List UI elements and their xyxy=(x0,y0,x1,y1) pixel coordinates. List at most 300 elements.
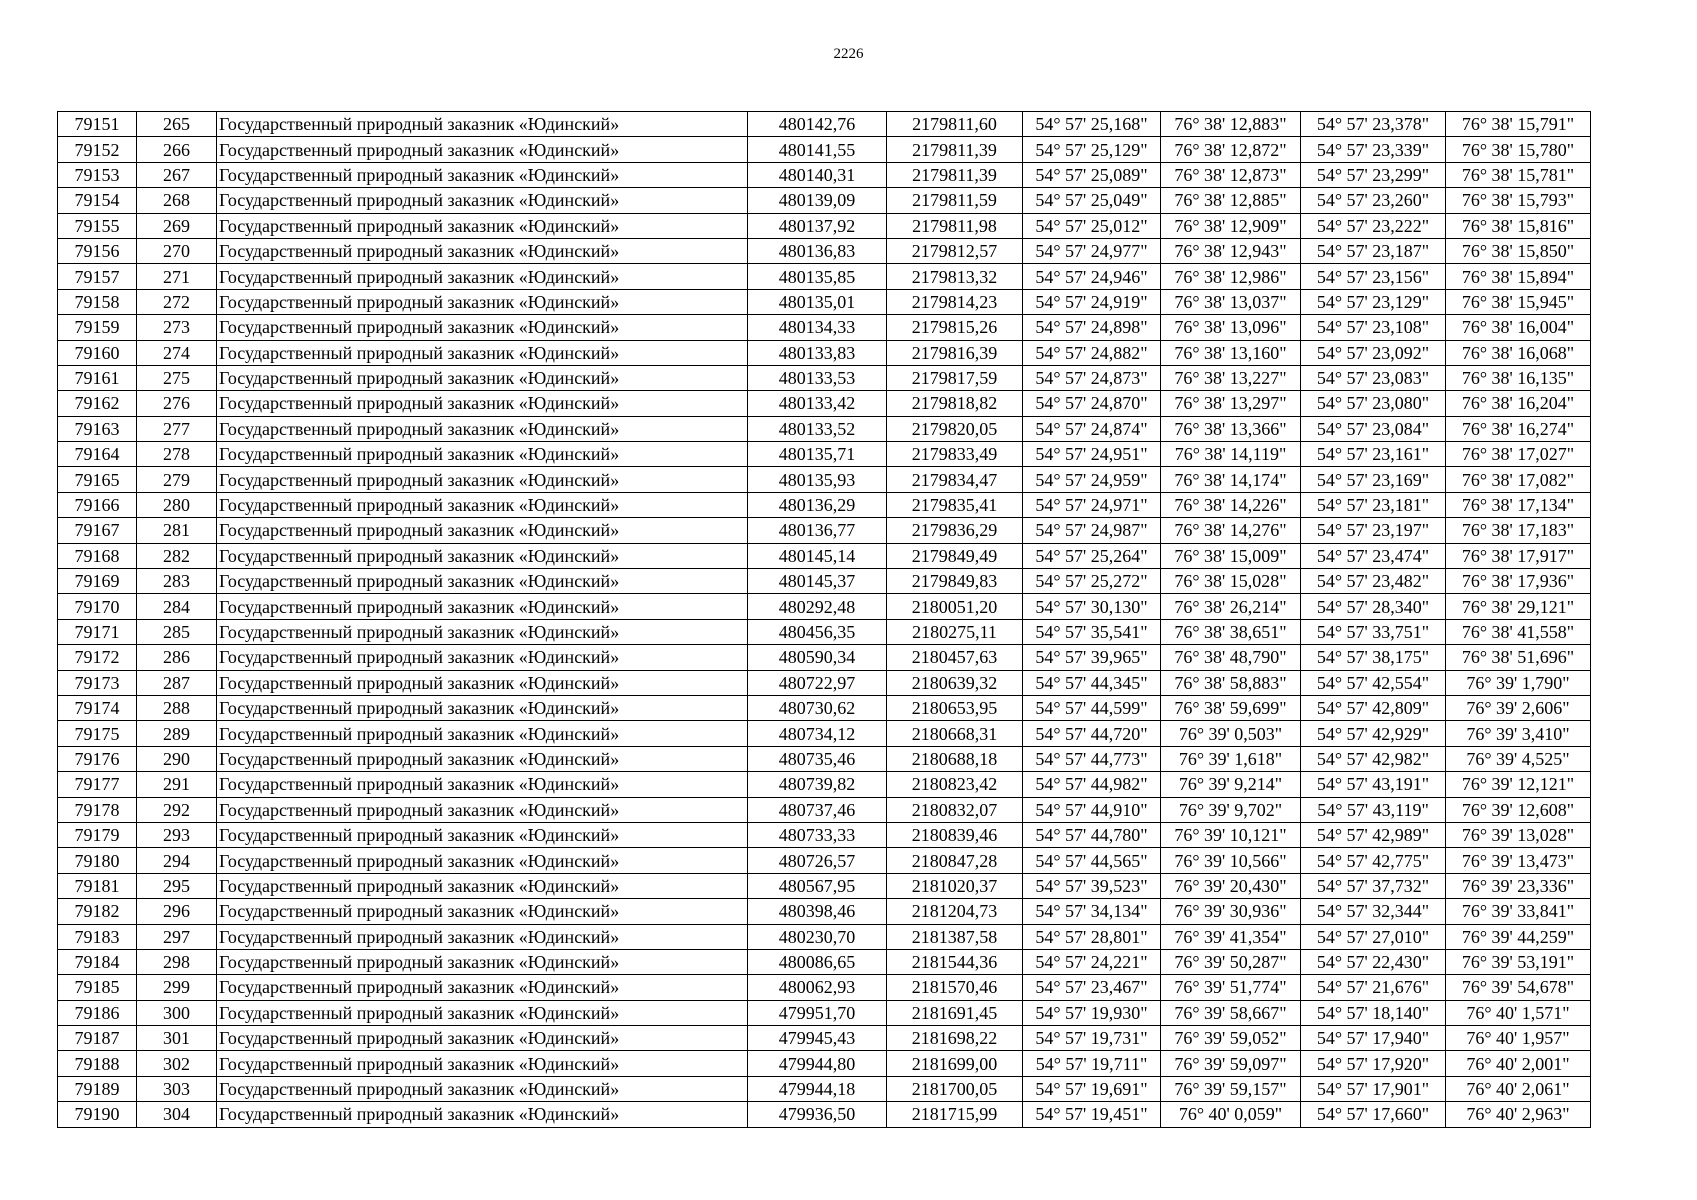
point-number-cell: 268 xyxy=(137,188,217,213)
point-number-cell: 286 xyxy=(137,645,217,670)
longitude-1-cell: 76° 38' 13,096" xyxy=(1161,315,1301,340)
point-number-cell: 296 xyxy=(137,899,217,924)
table-row xyxy=(58,746,1697,771)
page-number: 2226 xyxy=(833,46,864,62)
longitude-2-cell: 76° 39' 13,028" xyxy=(1446,822,1591,847)
latitude-1-cell: 54° 57' 25,012" xyxy=(1023,213,1161,238)
latitude-2-cell: 54° 57' 23,482" xyxy=(1301,569,1446,594)
object-name-cell: Государственный природный заказник «Юдинский» xyxy=(217,695,748,720)
row-number-cell: 79178 xyxy=(58,797,137,822)
coord-y-cell: 2180823,42 xyxy=(887,772,1023,797)
latitude-2-cell: 54° 57' 37,732" xyxy=(1301,873,1446,898)
latitude-2-cell: 54° 57' 21,676" xyxy=(1301,975,1446,1000)
longitude-2-cell: 76° 39' 2,606" xyxy=(1446,695,1591,720)
coord-y-cell: 2179817,59 xyxy=(887,365,1023,390)
coord-x-cell: 480135,93 xyxy=(748,467,887,492)
object-name-cell: Государственный природный заказник «Юдинский» xyxy=(217,213,748,238)
point-number-cell: 298 xyxy=(137,949,217,974)
coord-y-cell: 2181387,58 xyxy=(887,924,1023,949)
latitude-2-cell: 54° 57' 17,901" xyxy=(1301,1076,1446,1101)
table-row xyxy=(58,797,1697,822)
object-name-cell: Государственный природный заказник «Юдинский» xyxy=(217,340,748,365)
object-name-cell: Государственный природный заказник «Юдинский» xyxy=(217,543,748,568)
latitude-2-cell: 54° 57' 23,084" xyxy=(1301,416,1446,441)
object-name-cell: Государственный природный заказник «Юдинский» xyxy=(217,162,748,187)
object-name-cell: Государственный природный заказник «Юдинский» xyxy=(217,899,748,924)
longitude-1-cell: 76° 39' 10,121" xyxy=(1161,822,1301,847)
coord-x-cell: 480136,77 xyxy=(748,518,887,543)
point-number-cell: 269 xyxy=(137,213,217,238)
latitude-1-cell: 54° 57' 25,129" xyxy=(1023,137,1161,162)
object-name-cell: Государственный природный заказник «Юдинский» xyxy=(217,1051,748,1076)
coord-y-cell: 2180639,32 xyxy=(887,670,1023,695)
table-row xyxy=(58,1102,1697,1127)
longitude-2-cell: 76° 39' 3,410" xyxy=(1446,721,1591,746)
point-number-cell: 271 xyxy=(137,264,217,289)
latitude-2-cell: 54° 57' 42,775" xyxy=(1301,848,1446,873)
longitude-2-cell: 76° 39' 53,191" xyxy=(1446,949,1591,974)
latitude-1-cell: 54° 57' 24,971" xyxy=(1023,492,1161,517)
latitude-1-cell: 54° 57' 25,049" xyxy=(1023,188,1161,213)
table-row xyxy=(58,492,1697,517)
point-number-cell: 291 xyxy=(137,772,217,797)
latitude-2-cell: 54° 57' 23,222" xyxy=(1301,213,1446,238)
longitude-1-cell: 76° 39' 50,287" xyxy=(1161,949,1301,974)
longitude-2-cell: 76° 38' 16,274" xyxy=(1446,416,1591,441)
table-row xyxy=(58,695,1697,720)
point-number-cell: 278 xyxy=(137,442,217,467)
coord-x-cell: 480133,53 xyxy=(748,365,887,390)
table-row xyxy=(58,467,1697,492)
longitude-1-cell: 76° 38' 12,883" xyxy=(1161,112,1301,137)
latitude-2-cell: 54° 57' 42,809" xyxy=(1301,695,1446,720)
latitude-2-cell: 54° 57' 17,920" xyxy=(1301,1051,1446,1076)
coord-x-cell: 480134,33 xyxy=(748,315,887,340)
point-number-cell: 279 xyxy=(137,467,217,492)
latitude-2-cell: 54° 57' 42,929" xyxy=(1301,721,1446,746)
longitude-2-cell: 76° 38' 16,004" xyxy=(1446,315,1591,340)
longitude-1-cell: 76° 38' 58,883" xyxy=(1161,670,1301,695)
latitude-1-cell: 54° 57' 24,221" xyxy=(1023,949,1161,974)
row-number-cell: 79153 xyxy=(58,162,137,187)
latitude-2-cell: 54° 57' 42,982" xyxy=(1301,746,1446,771)
point-number-cell: 303 xyxy=(137,1076,217,1101)
point-number-cell: 266 xyxy=(137,137,217,162)
longitude-2-cell: 76° 40' 1,571" xyxy=(1446,1000,1591,1025)
coord-y-cell: 2181699,00 xyxy=(887,1051,1023,1076)
coord-y-cell: 2180847,28 xyxy=(887,848,1023,873)
latitude-2-cell: 54° 57' 18,140" xyxy=(1301,1000,1446,1025)
coord-y-cell: 2181570,46 xyxy=(887,975,1023,1000)
row-number-cell: 79173 xyxy=(58,670,137,695)
coord-y-cell: 2179811,60 xyxy=(887,112,1023,137)
longitude-1-cell: 76° 38' 15,009" xyxy=(1161,543,1301,568)
point-number-cell: 270 xyxy=(137,238,217,263)
latitude-1-cell: 54° 57' 44,345" xyxy=(1023,670,1161,695)
latitude-2-cell: 54° 57' 42,554" xyxy=(1301,670,1446,695)
latitude-1-cell: 54° 57' 24,898" xyxy=(1023,315,1161,340)
latitude-1-cell: 54° 57' 19,711" xyxy=(1023,1051,1161,1076)
latitude-1-cell: 54° 57' 44,910" xyxy=(1023,797,1161,822)
latitude-1-cell: 54° 57' 19,691" xyxy=(1023,1076,1161,1101)
table-row xyxy=(58,975,1697,1000)
latitude-1-cell: 54° 57' 34,134" xyxy=(1023,899,1161,924)
object-name-cell: Государственный природный заказник «Юдинский» xyxy=(217,975,748,1000)
object-name-cell: Государственный природный заказник «Юдинский» xyxy=(217,924,748,949)
object-name-cell: Государственный природный заказник «Юдинский» xyxy=(217,365,748,390)
latitude-2-cell: 54° 57' 22,430" xyxy=(1301,949,1446,974)
longitude-1-cell: 76° 39' 0,503" xyxy=(1161,721,1301,746)
row-number-cell: 79179 xyxy=(58,822,137,847)
longitude-1-cell: 76° 39' 9,702" xyxy=(1161,797,1301,822)
coord-x-cell: 480135,85 xyxy=(748,264,887,289)
coord-y-cell: 2179849,83 xyxy=(887,569,1023,594)
object-name-cell: Государственный природный заказник «Юдинский» xyxy=(217,645,748,670)
point-number-cell: 292 xyxy=(137,797,217,822)
longitude-2-cell: 76° 38' 17,936" xyxy=(1446,569,1591,594)
row-number-cell: 79156 xyxy=(58,238,137,263)
object-name-cell: Государственный природный заказник «Юдинский» xyxy=(217,289,748,314)
longitude-2-cell: 76° 39' 23,336" xyxy=(1446,873,1591,898)
row-number-cell: 79165 xyxy=(58,467,137,492)
longitude-1-cell: 76° 39' 59,157" xyxy=(1161,1076,1301,1101)
point-number-cell: 299 xyxy=(137,975,217,1000)
coord-y-cell: 2181715,99 xyxy=(887,1102,1023,1127)
point-number-cell: 276 xyxy=(137,391,217,416)
coord-x-cell: 480739,82 xyxy=(748,772,887,797)
point-number-cell: 265 xyxy=(137,112,217,137)
coord-y-cell: 2181700,05 xyxy=(887,1076,1023,1101)
table-row xyxy=(58,569,1697,594)
object-name-cell: Государственный природный заказник «Юдинский» xyxy=(217,1102,748,1127)
longitude-2-cell: 76° 38' 15,894" xyxy=(1446,264,1591,289)
longitude-1-cell: 76° 39' 58,667" xyxy=(1161,1000,1301,1025)
latitude-2-cell: 54° 57' 23,187" xyxy=(1301,238,1446,263)
longitude-1-cell: 76° 39' 30,936" xyxy=(1161,899,1301,924)
row-number-cell: 79175 xyxy=(58,721,137,746)
table-row xyxy=(58,822,1697,847)
coord-x-cell: 480737,46 xyxy=(748,797,887,822)
object-name-cell: Государственный природный заказник «Юдинский» xyxy=(217,467,748,492)
point-number-cell: 277 xyxy=(137,416,217,441)
longitude-2-cell: 76° 38' 29,121" xyxy=(1446,594,1591,619)
row-number-cell: 79170 xyxy=(58,594,137,619)
latitude-2-cell: 54° 57' 23,378" xyxy=(1301,112,1446,137)
row-number-cell: 79174 xyxy=(58,695,137,720)
point-number-cell: 272 xyxy=(137,289,217,314)
coord-y-cell: 2180051,20 xyxy=(887,594,1023,619)
table-row xyxy=(58,949,1697,974)
point-number-cell: 274 xyxy=(137,340,217,365)
point-number-cell: 284 xyxy=(137,594,217,619)
latitude-1-cell: 54° 57' 19,930" xyxy=(1023,1000,1161,1025)
coord-y-cell: 2181698,22 xyxy=(887,1026,1023,1051)
point-number-cell: 294 xyxy=(137,848,217,873)
point-number-cell: 283 xyxy=(137,569,217,594)
coord-x-cell: 480730,62 xyxy=(748,695,887,720)
coord-y-cell: 2179814,23 xyxy=(887,289,1023,314)
coord-y-cell: 2180832,07 xyxy=(887,797,1023,822)
point-number-cell: 267 xyxy=(137,162,217,187)
coord-y-cell: 2179835,41 xyxy=(887,492,1023,517)
object-name-cell: Государственный природный заказник «Юдинский» xyxy=(217,1026,748,1051)
coord-x-cell: 480726,57 xyxy=(748,848,887,873)
coord-x-cell: 480735,46 xyxy=(748,746,887,771)
point-number-cell: 280 xyxy=(137,492,217,517)
table-row xyxy=(58,416,1697,441)
longitude-2-cell: 76° 38' 17,917" xyxy=(1446,543,1591,568)
object-name-cell: Государственный природный заказник «Юдинский» xyxy=(217,264,748,289)
longitude-2-cell: 76° 38' 15,780" xyxy=(1446,137,1591,162)
longitude-2-cell: 76° 39' 44,259" xyxy=(1446,924,1591,949)
row-number-cell: 79151 xyxy=(58,112,137,137)
longitude-2-cell: 76° 39' 4,525" xyxy=(1446,746,1591,771)
latitude-1-cell: 54° 57' 44,982" xyxy=(1023,772,1161,797)
table-row xyxy=(58,442,1697,467)
longitude-1-cell: 76° 38' 12,872" xyxy=(1161,137,1301,162)
point-number-cell: 288 xyxy=(137,695,217,720)
coord-x-cell: 480062,93 xyxy=(748,975,887,1000)
latitude-1-cell: 54° 57' 25,264" xyxy=(1023,543,1161,568)
coord-x-cell: 480133,52 xyxy=(748,416,887,441)
table-row xyxy=(58,543,1697,568)
point-number-cell: 281 xyxy=(137,518,217,543)
longitude-1-cell: 76° 38' 48,790" xyxy=(1161,645,1301,670)
longitude-2-cell: 76° 39' 54,678" xyxy=(1446,975,1591,1000)
row-number-cell: 79157 xyxy=(58,264,137,289)
latitude-1-cell: 54° 57' 24,951" xyxy=(1023,442,1161,467)
latitude-2-cell: 54° 57' 33,751" xyxy=(1301,619,1446,644)
row-number-cell: 79154 xyxy=(58,188,137,213)
row-number-cell: 79182 xyxy=(58,899,137,924)
latitude-1-cell: 54° 57' 25,272" xyxy=(1023,569,1161,594)
longitude-1-cell: 76° 39' 59,097" xyxy=(1161,1051,1301,1076)
longitude-2-cell: 76° 39' 1,790" xyxy=(1446,670,1591,695)
object-name-cell: Государственный природный заказник «Юдинский» xyxy=(217,746,748,771)
coordinates-table xyxy=(57,111,1697,1128)
point-number-cell: 287 xyxy=(137,670,217,695)
coord-y-cell: 2179836,29 xyxy=(887,518,1023,543)
coord-x-cell: 480230,70 xyxy=(748,924,887,949)
longitude-1-cell: 76° 38' 13,160" xyxy=(1161,340,1301,365)
object-name-cell: Государственный природный заказник «Юдинский» xyxy=(217,797,748,822)
latitude-1-cell: 54° 57' 39,965" xyxy=(1023,645,1161,670)
longitude-1-cell: 76° 38' 13,037" xyxy=(1161,289,1301,314)
longitude-1-cell: 76° 38' 12,909" xyxy=(1161,213,1301,238)
coord-y-cell: 2179816,39 xyxy=(887,340,1023,365)
longitude-2-cell: 76° 38' 15,850" xyxy=(1446,238,1591,263)
coord-y-cell: 2179813,32 xyxy=(887,264,1023,289)
longitude-2-cell: 76° 38' 15,816" xyxy=(1446,213,1591,238)
point-number-cell: 300 xyxy=(137,1000,217,1025)
row-number-cell: 79187 xyxy=(58,1026,137,1051)
latitude-2-cell: 54° 57' 27,010" xyxy=(1301,924,1446,949)
coord-x-cell: 480398,46 xyxy=(748,899,887,924)
latitude-1-cell: 54° 57' 39,523" xyxy=(1023,873,1161,898)
coord-y-cell: 2180457,63 xyxy=(887,645,1023,670)
latitude-1-cell: 54° 57' 19,451" xyxy=(1023,1102,1161,1127)
point-number-cell: 295 xyxy=(137,873,217,898)
row-number-cell: 79164 xyxy=(58,442,137,467)
latitude-2-cell: 54° 57' 23,474" xyxy=(1301,543,1446,568)
latitude-2-cell: 54° 57' 23,108" xyxy=(1301,315,1446,340)
longitude-2-cell: 76° 38' 17,082" xyxy=(1446,467,1591,492)
row-number-cell: 79159 xyxy=(58,315,137,340)
point-number-cell: 301 xyxy=(137,1026,217,1051)
point-number-cell: 273 xyxy=(137,315,217,340)
point-number-cell: 275 xyxy=(137,365,217,390)
latitude-1-cell: 54° 57' 44,773" xyxy=(1023,746,1161,771)
latitude-2-cell: 54° 57' 17,940" xyxy=(1301,1026,1446,1051)
coord-y-cell: 2180688,18 xyxy=(887,746,1023,771)
table-row xyxy=(58,873,1697,898)
latitude-1-cell: 54° 57' 24,987" xyxy=(1023,518,1161,543)
row-number-cell: 79163 xyxy=(58,416,137,441)
table-row xyxy=(58,188,1697,213)
latitude-1-cell: 54° 57' 24,882" xyxy=(1023,340,1161,365)
row-number-cell: 79180 xyxy=(58,848,137,873)
coord-x-cell: 480145,14 xyxy=(748,543,887,568)
longitude-1-cell: 76° 38' 13,366" xyxy=(1161,416,1301,441)
table-row xyxy=(58,619,1697,644)
coord-x-cell: 480139,09 xyxy=(748,188,887,213)
coord-y-cell: 2179811,39 xyxy=(887,137,1023,162)
object-name-cell: Государственный природный заказник «Юдинский» xyxy=(217,569,748,594)
longitude-1-cell: 76° 38' 38,651" xyxy=(1161,619,1301,644)
coord-y-cell: 2181020,37 xyxy=(887,873,1023,898)
row-number-cell: 79183 xyxy=(58,924,137,949)
row-number-cell: 79185 xyxy=(58,975,137,1000)
object-name-cell: Государственный природный заказник «Юдинский» xyxy=(217,772,748,797)
table-body xyxy=(58,112,1697,1128)
longitude-1-cell: 76° 39' 51,774" xyxy=(1161,975,1301,1000)
longitude-1-cell: 76° 39' 9,214" xyxy=(1161,772,1301,797)
longitude-1-cell: 76° 38' 14,119" xyxy=(1161,442,1301,467)
coord-x-cell: 480140,31 xyxy=(748,162,887,187)
row-number-cell: 79168 xyxy=(58,543,137,568)
longitude-1-cell: 76° 39' 20,430" xyxy=(1161,873,1301,898)
table-row xyxy=(58,1000,1697,1025)
object-name-cell: Государственный природный заказник «Юдинский» xyxy=(217,949,748,974)
object-name-cell: Государственный природный заказник «Юдинский» xyxy=(217,137,748,162)
object-name-cell: Государственный природный заказник «Юдинский» xyxy=(217,822,748,847)
latitude-2-cell: 54° 57' 23,092" xyxy=(1301,340,1446,365)
coord-y-cell: 2179811,39 xyxy=(887,162,1023,187)
object-name-cell: Государственный природный заказник «Юдинский» xyxy=(217,619,748,644)
latitude-1-cell: 54° 57' 44,780" xyxy=(1023,822,1161,847)
longitude-2-cell: 76° 38' 17,134" xyxy=(1446,492,1591,517)
row-number-cell: 79184 xyxy=(58,949,137,974)
table-row xyxy=(58,365,1697,390)
table-row xyxy=(58,1076,1697,1101)
latitude-2-cell: 54° 57' 43,119" xyxy=(1301,797,1446,822)
coord-x-cell: 480135,71 xyxy=(748,442,887,467)
longitude-1-cell: 76° 40' 0,059" xyxy=(1161,1102,1301,1127)
longitude-2-cell: 76° 38' 15,793" xyxy=(1446,188,1591,213)
table-row xyxy=(58,112,1697,137)
latitude-1-cell: 54° 57' 24,959" xyxy=(1023,467,1161,492)
object-name-cell: Государственный природный заказник «Юдинский» xyxy=(217,1076,748,1101)
row-number-cell: 79162 xyxy=(58,391,137,416)
coord-x-cell: 480145,37 xyxy=(748,569,887,594)
coord-x-cell: 479944,18 xyxy=(748,1076,887,1101)
latitude-1-cell: 54° 57' 23,467" xyxy=(1023,975,1161,1000)
row-number-cell: 79176 xyxy=(58,746,137,771)
longitude-2-cell: 76° 38' 41,558" xyxy=(1446,619,1591,644)
row-number-cell: 79181 xyxy=(58,873,137,898)
coord-y-cell: 2181691,45 xyxy=(887,1000,1023,1025)
table-row xyxy=(58,340,1697,365)
longitude-2-cell: 76° 38' 17,183" xyxy=(1446,518,1591,543)
object-name-cell: Государственный природный заказник «Юдинский» xyxy=(217,492,748,517)
object-name-cell: Государственный природный заказник «Юдинский» xyxy=(217,315,748,340)
object-name-cell: Государственный природный заказник «Юдинский» xyxy=(217,442,748,467)
coord-x-cell: 480136,29 xyxy=(748,492,887,517)
coord-x-cell: 479944,80 xyxy=(748,1051,887,1076)
coord-y-cell: 2179820,05 xyxy=(887,416,1023,441)
table-row xyxy=(58,721,1697,746)
latitude-1-cell: 54° 57' 44,720" xyxy=(1023,721,1161,746)
latitude-1-cell: 54° 57' 24,919" xyxy=(1023,289,1161,314)
longitude-2-cell: 76° 38' 16,068" xyxy=(1446,340,1591,365)
latitude-2-cell: 54° 57' 23,156" xyxy=(1301,264,1446,289)
coord-x-cell: 480590,34 xyxy=(748,645,887,670)
longitude-2-cell: 76° 40' 2,963" xyxy=(1446,1102,1591,1127)
longitude-1-cell: 76° 38' 15,028" xyxy=(1161,569,1301,594)
coord-x-cell: 479936,50 xyxy=(748,1102,887,1127)
longitude-1-cell: 76° 39' 10,566" xyxy=(1161,848,1301,873)
coord-x-cell: 480456,35 xyxy=(748,619,887,644)
longitude-2-cell: 76° 38' 15,791" xyxy=(1446,112,1591,137)
longitude-1-cell: 76° 38' 26,214" xyxy=(1161,594,1301,619)
latitude-2-cell: 54° 57' 23,083" xyxy=(1301,365,1446,390)
coord-x-cell: 479945,43 xyxy=(748,1026,887,1051)
latitude-2-cell: 54° 57' 17,660" xyxy=(1301,1102,1446,1127)
object-name-cell: Государственный природный заказник «Юдинский» xyxy=(217,848,748,873)
longitude-1-cell: 76° 38' 14,174" xyxy=(1161,467,1301,492)
table-row xyxy=(58,162,1697,187)
row-number-cell: 79155 xyxy=(58,213,137,238)
longitude-1-cell: 76° 39' 1,618" xyxy=(1161,746,1301,771)
point-number-cell: 290 xyxy=(137,746,217,771)
table-row xyxy=(58,848,1697,873)
coord-y-cell: 2181544,36 xyxy=(887,949,1023,974)
longitude-1-cell: 76° 38' 14,276" xyxy=(1161,518,1301,543)
latitude-1-cell: 54° 57' 25,089" xyxy=(1023,162,1161,187)
table-row xyxy=(58,670,1697,695)
row-number-cell: 79190 xyxy=(58,1102,137,1127)
latitude-1-cell: 54° 57' 44,565" xyxy=(1023,848,1161,873)
table-row xyxy=(58,924,1697,949)
coord-x-cell: 480141,55 xyxy=(748,137,887,162)
row-number-cell: 79171 xyxy=(58,619,137,644)
latitude-2-cell: 54° 57' 23,339" xyxy=(1301,137,1446,162)
latitude-1-cell: 54° 57' 35,541" xyxy=(1023,619,1161,644)
object-name-cell: Государственный природный заказник «Юдинский» xyxy=(217,1000,748,1025)
coord-x-cell: 480086,65 xyxy=(748,949,887,974)
coord-x-cell: 480733,33 xyxy=(748,822,887,847)
latitude-1-cell: 54° 57' 24,874" xyxy=(1023,416,1161,441)
coord-x-cell: 480292,48 xyxy=(748,594,887,619)
latitude-2-cell: 54° 57' 43,191" xyxy=(1301,772,1446,797)
coord-y-cell: 2180275,11 xyxy=(887,619,1023,644)
latitude-2-cell: 54° 57' 23,299" xyxy=(1301,162,1446,187)
latitude-1-cell: 54° 57' 19,731" xyxy=(1023,1026,1161,1051)
coord-x-cell: 480567,95 xyxy=(748,873,887,898)
row-number-cell: 79186 xyxy=(58,1000,137,1025)
coord-y-cell: 2179811,98 xyxy=(887,213,1023,238)
object-name-cell: Государственный природный заказник «Юдинский» xyxy=(217,873,748,898)
